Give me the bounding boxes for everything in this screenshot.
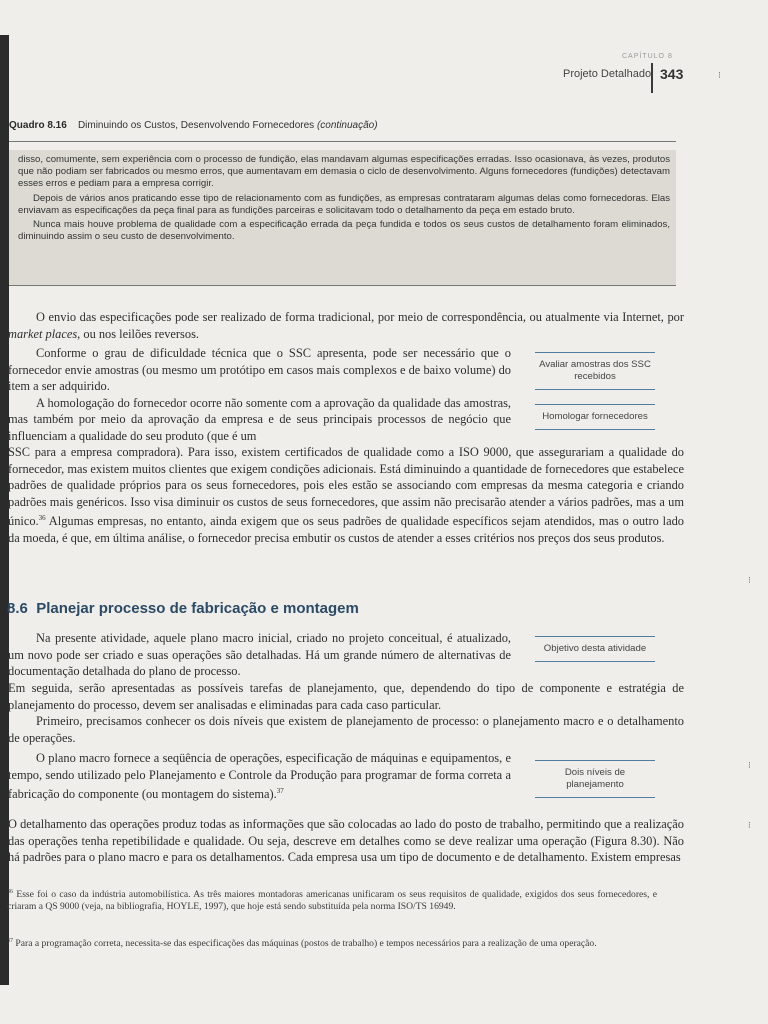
header-divider [651, 63, 653, 93]
box-continued: (continuação) [316, 120, 378, 131]
box-paragraph: disso, comumente, sem experiência com o processo de fundição, elas mandavam algumas especificações erradas. Isso ocasionava, às vezes, produtos que não podiam ser fabricados ou mesmo erros, que aumentavam em demasia o ciclo de desenvolvimento. Alguns fornecedores (fundições) detectavam esses erros e pediam para a empresa corrigir. [18, 154, 670, 190]
paragraph-plano-macro [8, 750, 511, 803]
box-top-rule [9, 141, 676, 142]
edge-mark: ⁝ [748, 760, 751, 770]
running-title: Projeto Detalhado [563, 68, 652, 80]
box-label: Quadro 8.16 [9, 120, 67, 131]
box-title [9, 120, 669, 142]
text: SSC para a empresa compradora). Para isso, existem certificados de qualidade como a ISO 9000, que assegurariam a qualidade do fornecedor, mas existem muitos clientes que exigem condições adicionais. Está diminuindo a quantidade de fornecedores que estabelece padrões de qualidade próprios para os seus fornecedores, pois eles estão se associando com empresas da mesma categoria e criando padrões mais genéricos. Isso visa diminuir os custos de seus fornecedores, que assim não precisarão atender a vários padrões, mas a um único. [8, 445, 684, 529]
text: A homologação do fornecedor ocorre não somente com a aprovação da qualidade das amostras, mas também por meio da aprovação da empresa e de seus principais processos de negócio que influenciam a qualidade do seu produto (que é um [8, 395, 511, 443]
margin-rule [535, 661, 655, 662]
edge-mark: ⁝ [718, 70, 721, 80]
margin-note-niveis [535, 760, 655, 798]
paragraph-detalhamento [8, 816, 684, 866]
section-title: Planejar processo de fabricação e montagem [36, 600, 359, 617]
margin-note-text: Homologar fornecedores [542, 411, 648, 422]
text: Na presente atividade, aquele plano macro inicial, criado no projeto conceitual, é atualizado, um novo pode ser criado e suas operações são detalhadas. Há um grande número de alternativas de documentação detalhada do plano de processo. [8, 631, 511, 678]
footnote-number: 37 [7, 938, 13, 944]
margin-rule [535, 389, 655, 390]
box-content [18, 154, 670, 245]
text: Em seguida, serão apresentadas as possíveis tarefas de planejamento, que, dependendo do tipo de componente e estratégia de planejamento do processo, devem ser analisadas e eliminadas para cada caso particular. [8, 681, 684, 712]
italic-term: market places [8, 326, 78, 341]
box-heading: Diminuindo os Custos, Desenvolvendo Fornecedores [77, 120, 315, 131]
text: , ou nos leilões reversos. [77, 326, 199, 341]
margin-note-amostras [535, 352, 655, 390]
paragraph-envio [8, 309, 684, 342]
margin-rule [535, 429, 655, 430]
edge-mark: ⁝ [748, 820, 751, 830]
paragraph-amostras [8, 345, 511, 444]
edge-mark: ⁝ [748, 575, 751, 585]
margin-note-objetivo [535, 636, 655, 662]
text: O envio das especificações pode ser realizado de forma tradicional, por meio de correspondência, ou atualmente via Internet, por [36, 310, 684, 324]
footnote-ref[interactable]: 36 [38, 514, 46, 522]
margin-rule [535, 797, 655, 798]
margin-note-homologar [535, 404, 655, 430]
box-paragraph: Nunca mais houve problema de qualidade com a especificação errada da peça fundida e todos os seus custos de detalhamento foram eliminados, diminuindo assim o seu custo de desenvolvimento. [18, 219, 670, 243]
footnote-ref[interactable]: 37 [276, 787, 284, 795]
paragraph-homologacao [8, 444, 684, 546]
text: O plano macro fornece a seqüência de operações, especificação de máquinas e equipamentos, e tempo, sendo utilizado pelo Planejamento e Controle da Produção para programar de forma correta a fabricação do componente (ou montagem do sistema). [8, 751, 511, 802]
margin-note-text: Dois níveis de planejamento [564, 767, 626, 790]
footnote [7, 886, 657, 914]
text: Primeiro, precisamos conhecer os dois níveis que existem de planejamento de processo: o planejamento macro e o detalhamento de operações. [8, 714, 684, 745]
margin-note-text: Avaliar amostras dos SSC recebidos [539, 359, 651, 382]
chapter-label: CAPÍTULO 8 [622, 53, 673, 60]
text: O detalhamento das operações produz todas as informações que são colocadas ao lado do posto de trabalho, permitindo que a realização das operações tenha repetibilidade e qualidade. Ou seja, descreve em detalhes como se deve realizar uma operação (Figura 8.30). Não há padrões para o plano macro e para os detalhamentos. Cada empresa usa um tipo de documento e de detalhamento. Existem empresas [8, 817, 684, 864]
text: Conforme o grau de dificuldade técnica que o SSC apresenta, pode ser necessário que o fornecedor envie amostras (ou mesmo um protótipo em casos mais complexos e de baixo volume) do item a ser adquirido. [8, 346, 511, 393]
footnote [7, 935, 657, 950]
footnote-number: 36 [7, 889, 13, 895]
paragraph-seguida [8, 680, 684, 746]
box-paragraph: Depois de vários anos praticando esse tipo de relacionamento com as fundições, as empresas contrataram algumas delas como fornecedoras. Elas enviavam as especificações da peça final para as fundições parceiras e solicitavam todo o detalhamento da peça em estado bruto. [18, 192, 670, 216]
box-bottom-rule [9, 285, 676, 286]
paragraph-atividade [8, 630, 511, 680]
margin-note-text: Objetivo desta atividade [543, 643, 647, 654]
text: Algumas empresas, no entanto, ainda exigem que os seus padrões de qualidade específicos sejam atendidos, mas o outro lado da moeda, é que, em última análise, o fornecedor precisa embutir os custos de atender a esses critérios nos preços dos seus produtos. [8, 514, 684, 545]
footnote-text: Esse foi o caso da indústria automobilística. As três maiores montadoras americanas unificaram os seus requisitos de qualidade, exigidos dos seus fornecedores, e criaram a QS 9000 (veja, na bibliografia, HOYLE, 1997), que hoje está sendo substituída pela norma ISO/TS 16949. [7, 889, 658, 913]
footnote-text: Para a programação correta, necessita-se das especificações das máquinas (postos de trabalho) e tempos necessários para a realização de uma operação. [15, 938, 597, 950]
section-number: 8.6 [7, 600, 28, 617]
page-number: 343 [660, 66, 684, 82]
section-heading [7, 600, 359, 617]
